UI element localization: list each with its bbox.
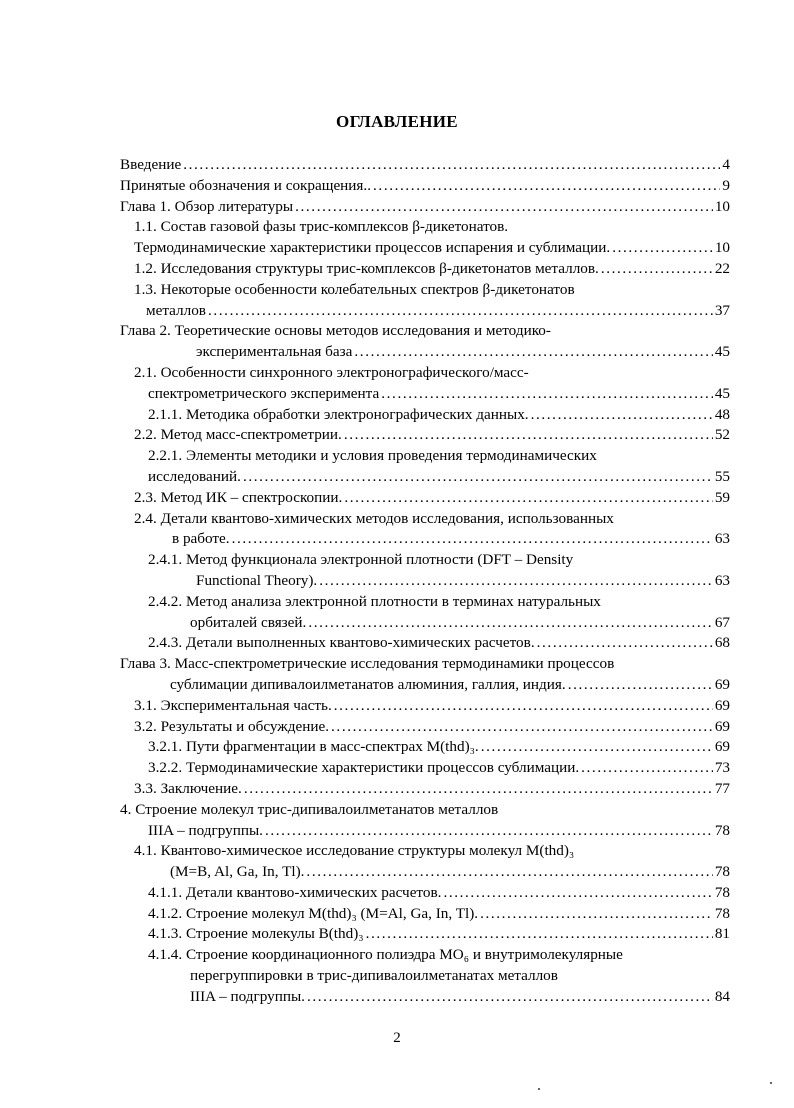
leader-dots <box>265 821 713 842</box>
leader-dots <box>208 301 713 322</box>
toc-entry-page: 77 <box>714 779 730 797</box>
leader-dots <box>581 758 713 779</box>
toc-entry <box>120 904 730 925</box>
toc-entry <box>120 737 730 758</box>
toc-entry <box>120 529 730 550</box>
toc-entry-page: 45 <box>714 343 730 361</box>
leader-dots <box>334 696 713 717</box>
toc-entry-page: 55 <box>714 467 730 485</box>
toc-entry <box>120 197 730 218</box>
toc-entry-text: спектрометрического эксперимента <box>148 384 380 402</box>
toc-entry-text: 2.4.3. Детали выполненных квантово-химических расчетов. <box>148 634 535 652</box>
leader-dots <box>243 467 713 488</box>
toc-entry-text: 3.2.1. Пути фрагментации в масс-спектрах M(thd)₃. <box>148 738 479 756</box>
toc-entry <box>120 259 730 280</box>
leader-dots <box>344 425 713 446</box>
toc-entry-text: Термодинамические характеристики процессов испарения и сублимации. <box>134 239 611 257</box>
toc-entry-second-line: перегруппировки в трис-дипивалоилметанатах металлов <box>190 967 558 985</box>
toc-entry-text: 4.1.3. Строение молекулы B(thd)₃ <box>148 925 364 943</box>
toc-entry-text: Глава 1. Обзор литературы <box>120 197 294 215</box>
toc-entry-page: 69 <box>714 696 730 714</box>
toc-entry-text: 3.2. Результаты и обсуждение. <box>134 717 330 735</box>
leader-dots <box>481 737 713 758</box>
toc-entry-page: 10 <box>714 197 730 215</box>
toc-entry-page: 59 <box>714 488 730 506</box>
toc-entry-text: 4.1.2. Строение молекул M(thd)₃ (M=Al, Ga, In, Tl). <box>148 904 479 922</box>
toc-entry <box>120 924 730 945</box>
toc-entry-first-line: 1.1. Состав газовой фазы трис-комплексов β-дикетонатов. <box>134 218 509 236</box>
toc-entry-page: 81 <box>714 925 730 943</box>
leader-dots <box>443 883 712 904</box>
toc-entry-text: 3.3. Заключение. <box>134 779 242 797</box>
leader-dots <box>319 571 713 592</box>
toc-entry <box>120 758 730 779</box>
leader-dots <box>366 924 713 945</box>
toc-entry-first-line: 2.2.1. Элементы методики и условия проведения термодинамических <box>148 447 597 465</box>
leader-dots <box>612 238 713 259</box>
toc-entry-text: Введение <box>120 156 182 173</box>
toc-entry-text: Принятые обозначения и сокращения.. <box>120 176 372 194</box>
toc-entry-page: 37 <box>714 301 730 319</box>
toc-entry-page: 78 <box>714 821 730 839</box>
leader-dots <box>308 613 712 634</box>
toc-entry-page: 67 <box>714 613 730 631</box>
leader-dots <box>183 155 720 176</box>
toc-entry <box>120 675 730 696</box>
toc-entry <box>120 883 730 904</box>
leader-dots <box>244 779 713 800</box>
toc-entry-first-line: 4.1.4. Строение координационного полиэдра MO₆ и внутримолекулярные <box>148 946 623 964</box>
page-number: 2 <box>393 1030 401 1046</box>
scan-speck <box>770 1082 772 1084</box>
toc-entry-page: 4 <box>722 156 730 173</box>
toc-entry-page: 10 <box>714 239 730 257</box>
page-title: ОГЛАВЛЕНИЕ <box>336 112 458 131</box>
toc-entry <box>120 633 730 654</box>
leader-dots <box>354 342 712 363</box>
leader-dots <box>306 862 712 883</box>
toc-entry-page: 73 <box>714 759 730 777</box>
toc-entry-first-line: 2.4. Детали квантово-химических методов исследования, использованных <box>134 509 614 527</box>
toc-entry-text: IIIA – подгруппы. <box>190 987 305 1005</box>
leader-dots <box>344 488 712 509</box>
toc-entry-text: 1.2. Исследования структуры трис-комплексов β-дикетонатов металлов. <box>134 259 599 277</box>
toc-entry-first-line: 4. Строение молекул трис-дипивалоилметанатов металлов <box>120 800 499 818</box>
toc-entry-page: 68 <box>714 634 730 652</box>
toc-entry <box>120 779 730 800</box>
toc-entry-page: 84 <box>714 987 730 1005</box>
toc-entry-page: 52 <box>714 426 730 444</box>
toc-entry <box>120 987 730 1008</box>
toc-entry-first-line: Глава 2. Теоретические основы методов исследования и методико- <box>120 322 551 340</box>
toc-entry <box>120 862 730 883</box>
toc-entry-page: 22 <box>714 259 730 277</box>
toc-entry-page: 45 <box>714 384 730 402</box>
toc-entry-text: 2.2. Метод масс-спектрометрии. <box>134 426 342 444</box>
toc-entry-text: 3.1. Экспериментальная часть. <box>134 696 332 714</box>
leader-dots <box>373 176 720 197</box>
toc-entry <box>120 488 730 509</box>
toc-entry <box>120 467 730 488</box>
leader-dots <box>531 405 713 426</box>
toc-entry-text: IIIA – подгруппы. <box>148 821 263 839</box>
toc-entry <box>120 571 730 592</box>
toc-entry-text: 2.1.1. Методика обработки электронографических данных. <box>148 405 529 423</box>
toc-entry-text: Functional Theory). <box>196 571 318 589</box>
toc-entry <box>120 342 730 363</box>
leader-dots <box>601 259 713 280</box>
toc-entry <box>120 696 730 717</box>
leader-dots <box>232 529 713 550</box>
toc-entry-text: 4.1.1. Детали квантово-химических расчетов. <box>148 883 442 901</box>
leader-dots <box>381 384 713 405</box>
toc-entry-text: в работе. <box>172 530 230 548</box>
toc-entry-first-line: 2.4.2. Метод анализа электронной плотности в терминах натуральных <box>148 592 601 610</box>
toc-entry-text: сублимации дипивалоилметанатов алюминия, галлия, индия. <box>170 675 566 693</box>
toc-entry-first-line: 2.1. Особенности синхронного электронографического/масс- <box>134 363 529 381</box>
toc-entry <box>120 821 730 842</box>
toc-entry <box>120 238 730 259</box>
toc-entry-text: металлов <box>146 301 206 319</box>
toc-entry-text: (M=B, Al, Ga, In, Tl). <box>170 863 305 881</box>
toc-entry-text: 2.3. Метод ИК – спектроскопии. <box>134 488 343 506</box>
toc-entry-first-line: Глава 3. Масс-спектрометрические исследования термодинамики процессов <box>120 655 615 673</box>
toc-entry-first-line: 2.4.1. Метод функционала электронной плотности (DFT – Density <box>148 551 574 569</box>
toc-entry-page: 63 <box>714 530 730 548</box>
toc-entry-text: экспериментальная база <box>196 343 353 361</box>
toc-entry-page: 48 <box>714 405 730 423</box>
toc-entry-page: 69 <box>714 717 730 735</box>
leader-dots <box>331 717 713 738</box>
toc-entry <box>120 613 730 634</box>
toc-entry-page: 63 <box>714 571 730 589</box>
toc-entry <box>120 405 730 426</box>
toc-entry <box>120 301 730 322</box>
toc-entry-text: 3.2.2. Термодинамические характеристики процессов сублимации. <box>148 759 580 777</box>
toc-entry <box>120 155 730 176</box>
toc-entry <box>120 176 730 197</box>
toc-entry-page: 78 <box>714 863 730 881</box>
scan-speck <box>538 1088 540 1090</box>
toc-entry <box>120 717 730 738</box>
toc-entry-page: 78 <box>714 883 730 901</box>
toc-entry-page: 69 <box>714 738 730 756</box>
toc-entry-page: 78 <box>714 904 730 922</box>
toc-entry-text: исследований. <box>148 467 241 485</box>
toc-entry <box>120 384 730 405</box>
leader-dots <box>295 197 713 218</box>
toc-entry-first-line: 4.1. Квантово-химическое исследование структуры молекул M(thd)₃ <box>134 842 575 860</box>
toc-entry-text: орбиталей связей. <box>190 613 307 631</box>
leader-dots <box>537 633 713 654</box>
toc-entry <box>120 425 730 446</box>
toc-entry-first-line: 1.3. Некоторые особенности колебательных спектров β-дикетонатов <box>134 280 575 298</box>
toc-entry-page: 69 <box>714 675 730 693</box>
leader-dots <box>568 675 713 696</box>
toc-entry-page: 9 <box>722 176 730 194</box>
leader-dots <box>480 904 713 925</box>
leader-dots <box>307 987 713 1008</box>
table-of-contents <box>120 155 730 1008</box>
